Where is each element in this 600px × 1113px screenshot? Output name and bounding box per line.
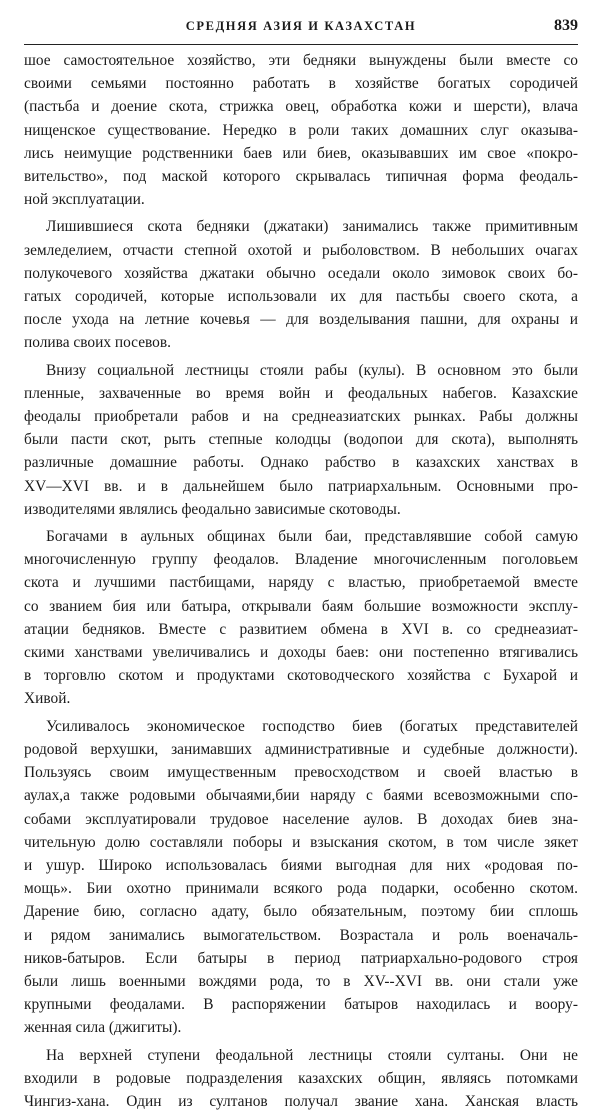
- running-header: [24, 14, 578, 45]
- text-line: различные домашние работы. Однако рабство в казахских ханствах в: [24, 454, 578, 472]
- text-line: (пастьба и доение скота, стрижка овец, обработка кожи и шерсти), влача: [24, 98, 578, 116]
- text-line: Богачами в аульных общинах были баи, представлявшие собой самую: [46, 528, 578, 546]
- text-line: гатых сородичей, которые использовали их для пастьбы своего скота, а: [24, 288, 578, 306]
- text-line: ной эксплуатации.: [24, 191, 145, 209]
- text-line: Пользуясь своим имущественным превосходством и своей властью в: [24, 764, 578, 782]
- text-line: Чингиз-хана. Один из султанов получал звание хана. Ханская власть: [24, 1092, 578, 1110]
- text-line: своими семьями постоянно работать в хозяйстве богатых сородичей: [24, 75, 578, 93]
- text-line: полукочевого хозяйства джатаки обычно оседали около зимовок своих бо-: [24, 264, 578, 282]
- body-text: [24, 49, 578, 1113]
- text-line: Усиливалось экономическое господство биев (богатых представителей: [46, 717, 578, 735]
- page-number: 839: [554, 17, 578, 34]
- text-line: со званием бия или батыра, открывали баям большие возможности эксплу-: [24, 597, 578, 615]
- text-line: скота и лучшими пастбищами, наряду с властью, приобретаемой вместе: [24, 574, 578, 592]
- text-line: феодалы приобретали рабов и на среднеазиатских рынках. Рабы должны: [24, 408, 578, 426]
- text-line: были пасти скот, рыть степные колодцы (водопои для скота), выполнять: [24, 431, 578, 449]
- running-title: СРЕДНЯЯ АЗИЯ И КАЗАХСТАН: [185, 19, 417, 33]
- text-line: нищенское существование. Нередко в роли таких домашних слуг оказыва-: [24, 121, 578, 139]
- text-line: лись неимущие родственники баев или биев, оказывавших им свое «покро-: [24, 144, 578, 162]
- text-line: скими ханствами увеличивались и доходы баев: они постепенно втягивались: [24, 644, 578, 662]
- text-line: женная сила (джигиты).: [24, 1019, 182, 1037]
- text-line: многочисленную группу феодалов. Владение многочисленным поголовьем: [24, 551, 578, 569]
- text-line: аулах,а также родовыми обычаями,бии наряду с баями всевозможными спо-: [24, 787, 578, 805]
- text-line: собами эксплуатировали трудовое население аулов. В доходах биев зна-: [24, 810, 578, 828]
- text-line: ников-батыров. Если батыры в период патриархально-родового строя: [24, 949, 578, 967]
- text-line: изводителями являлись феодально зависимые скотоводы.: [24, 500, 401, 518]
- text-line: в торговлю скотом и продуктами скотоводческого хозяйства с Бухарой и: [24, 667, 578, 685]
- text-line: Внизу социальной лестницы стояли рабы (кулы). В основном это были: [46, 361, 578, 379]
- text-line: и ушур. Широко использовалась биями выгодная для них «родовая по-: [24, 856, 578, 874]
- text-line: Дарение бию, согласно адату, было обязательным, поэтому бии сплошь: [24, 903, 578, 921]
- text-line: пленные, захваченные во время войн и феодальных набегов. Казахские: [24, 384, 578, 402]
- text-line: мощь». Бии охотно принимали всякого рода подарки, особенно скотом.: [24, 880, 578, 898]
- text-line: XV—XVI вв. и в дальнейшем было патриархальным. Основными про-: [24, 477, 578, 495]
- text-line: шое самостоятельное хозяйство, эти бедняки вынуждены были вместе со: [24, 52, 578, 69]
- text-line: входили в родовые подразделения казахских общин, являясь потомками: [24, 1069, 578, 1087]
- text-line: чительную долю составляли поборы и взыскания скотом, в том числе зякет: [24, 833, 578, 851]
- text-line: атации бедняков. Вместе с развитием обмена в XVI в. со среднеазиат-: [24, 620, 578, 638]
- text-line: Лишившиеся скота бедняки (джатаки) занимались также примитивным: [46, 218, 578, 236]
- text-line: крупными феодалами. В распоряжении батыров находилась и воору-: [24, 996, 578, 1014]
- text-line: Хивой.: [24, 690, 71, 708]
- text-line: полива своих посевов.: [24, 334, 171, 352]
- text-line: были лишь военными вождями рода, то в XV--XVI вв. они стали уже: [24, 972, 578, 990]
- text-line: и рядом занимались вымогательством. Возрастала и роль военачаль-: [24, 926, 578, 944]
- text-line: На верхней ступени феодальной лестницы стояли султаны. Они не: [46, 1046, 578, 1064]
- text-line: родовой верхушки, занимавших административные и судебные должности).: [24, 740, 578, 758]
- text-line: земледелием, отчасти степной охотой и рыболовством. В небольших очагах: [24, 241, 578, 259]
- text-line: вительство», под маской которого скрывалась типичная форма феодаль-: [24, 168, 578, 186]
- text-line: после ухода на летние кочевья — для возделывания пашни, для охраны и: [24, 311, 578, 329]
